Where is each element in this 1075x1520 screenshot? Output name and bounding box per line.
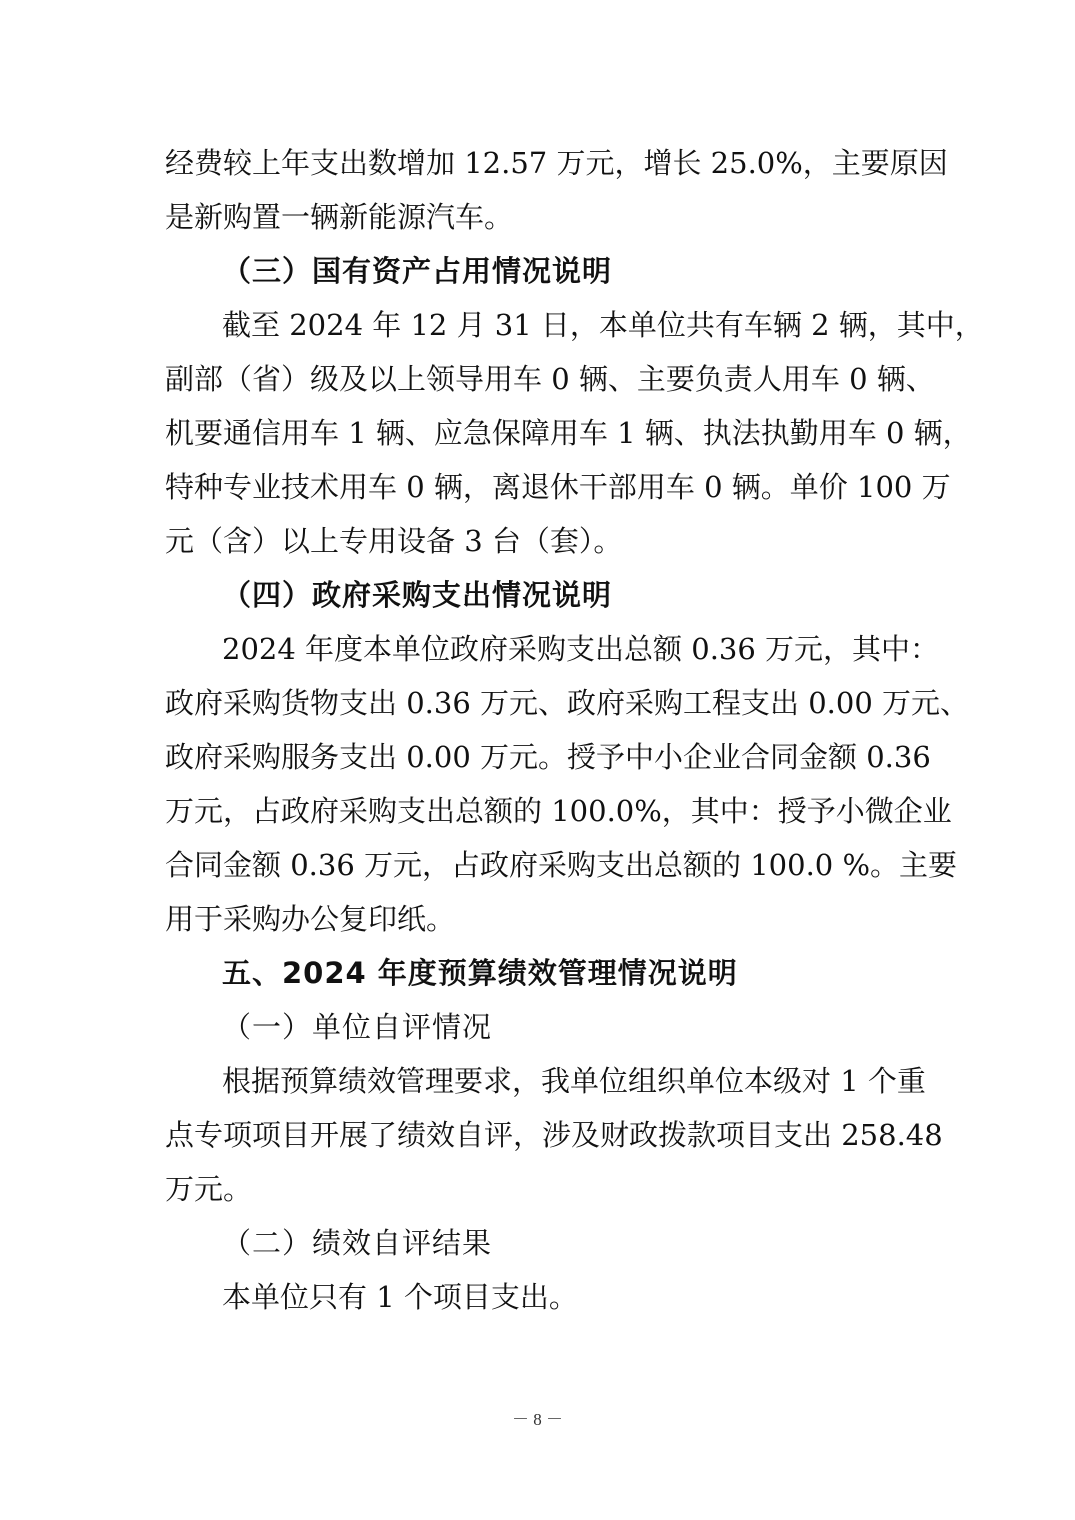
body-text-line: 政府采购服务支出 0.00 万元。授予中小企业合同金额 0.36 bbox=[165, 740, 931, 774]
body-text-line: 截至 2024 年 12 月 31 日，本单位共有车辆 2 辆，其中， bbox=[222, 308, 984, 342]
chapter-heading-performance: 五、2024 年度预算绩效管理情况说明 bbox=[222, 956, 738, 990]
body-text-line: 政府采购货物支出 0.36 万元、政府采购工程支出 0.00 万元、 bbox=[165, 686, 970, 720]
body-text-line: 经费较上年支出数增加 12.57 万元，增长 25.0%，主要原因 bbox=[165, 146, 948, 180]
section-heading-self-evaluation: （一）单位自评情况 bbox=[222, 1010, 493, 1044]
body-text-line: 副部（省）级及以上领导用车 0 辆、主要负责人用车 0 辆、 bbox=[165, 362, 935, 396]
section-heading-results: （二）绩效自评结果 bbox=[222, 1226, 493, 1260]
section-heading-assets: （三）国有资产占用情况说明 bbox=[222, 254, 613, 288]
body-text-line: 万元，占政府采购支出总额的 100.0%，其中：授予小微企业 bbox=[165, 794, 952, 828]
body-text-line: 点专项项目开展了绩效自评，涉及财政拨款项目支出 258.48 bbox=[165, 1118, 943, 1152]
body-text-line: 万元。 bbox=[165, 1172, 253, 1206]
body-text-line: 2024 年度本单位政府采购支出总额 0.36 万元，其中： bbox=[222, 632, 940, 666]
body-text-line: 合同金额 0.36 万元，占政府采购支出总额的 100.0 %。主要 bbox=[165, 848, 958, 882]
body-text-line: 是新购置一辆新能源汽车。 bbox=[165, 200, 514, 234]
body-text-line: 根据预算绩效管理要求，我单位组织单位本级对 1 个重 bbox=[222, 1064, 926, 1098]
body-text-line: 元（含）以上专用设备 3 台（套）。 bbox=[165, 524, 623, 558]
body-text-line: 特种专业技术用车 0 辆，离退休干部用车 0 辆。单价 100 万 bbox=[165, 470, 951, 504]
body-text-line: 本单位只有 1 个项目支出。 bbox=[222, 1280, 578, 1314]
body-text-line: 机要通信用车 1 辆、应急保障用车 1 辆、执法执勤用车 0 辆， bbox=[165, 416, 972, 450]
section-heading-procurement: （四）政府采购支出情况说明 bbox=[222, 578, 613, 612]
body-text-line: 用于采购办公复印纸。 bbox=[165, 902, 456, 936]
page-number: － 8 － bbox=[512, 1410, 563, 1429]
